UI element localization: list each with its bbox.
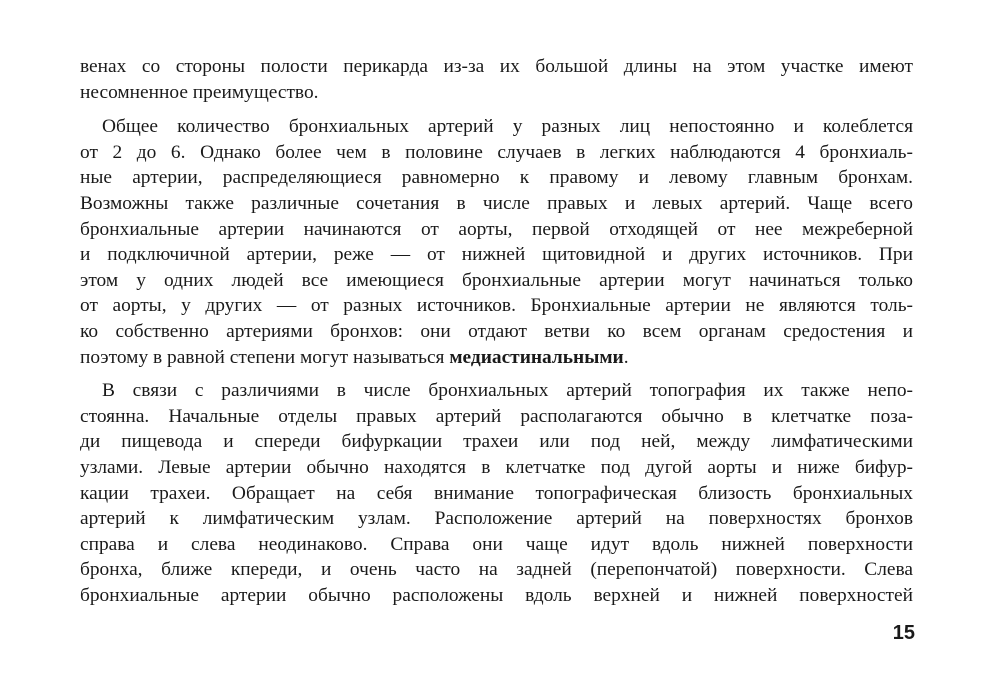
text-line: артерий к лимфатическим узлам. Расположение артерий на поверхностях бронхов	[80, 508, 913, 530]
text-line: стоянна. Начальные отделы правых артерий располагаются обычно в клетчатке поза-	[80, 405, 913, 427]
text-line: Общее количество бронхиальных артерий у разных лиц непостоянно и колеблется	[102, 116, 913, 138]
text-line: и подключичной артерии, реже — от нижней щитовидной и других источников. При	[80, 244, 913, 266]
text-line: ко собственно артериями бронхов: они отдают ветви ко всем органам средостения и	[80, 320, 913, 342]
paragraph-bronchial-arteries-count	[80, 114, 913, 370]
text-segment: поэтому в равной степени могут называться	[80, 346, 450, 368]
text-line: венах со стороны полости перикарда из-за их большой длины на этом участке имеют	[80, 56, 913, 77]
bold-term: медиастинальными	[449, 346, 624, 368]
text-line: бронхиальные артерии начинаются от аорты, первой отходящей от нее межреберной	[80, 218, 913, 240]
text-line: этом у одних людей все имеющиеся бронхиальные артерии могут начинаться только	[80, 269, 913, 291]
text-line: бронхиальные артерии обычно расположены вдоль верхней и нижней поверхностей	[80, 584, 913, 606]
text-segment: .	[623, 346, 629, 368]
page-number: 15	[892, 622, 915, 644]
text-line: несомненное преимущество.	[80, 81, 319, 103]
paragraph-topography	[80, 378, 913, 608]
text-line: Возможны также различные сочетания в числе правых и левых артерий. Чаще всего	[80, 192, 913, 214]
page-body	[80, 54, 913, 612]
text-line: ди пищевода и спереди бифуркации трахеи или под ней, между лимфатическими	[80, 431, 913, 453]
text-line: справа и слева неодинаково. Справа они чаще идут вдоль нижней поверхности	[80, 533, 913, 555]
text-line: от 2 до 6. Однако более чем в половине случаев в легких наблюдаются 4 бронхиаль-	[80, 141, 913, 163]
text-line: кации трахеи. Обращает на себя внимание топографическая близость бронхиальных	[80, 482, 913, 504]
text-line: В связи с различиями в числе бронхиальных артерий топография их также непо-	[102, 380, 913, 402]
text-line: ные артерии, распределяющиеся равномерно к правому и левому главным бронхам.	[80, 167, 913, 189]
paragraph-continuation	[80, 54, 913, 105]
text-line: от аорты, у других — от разных источников. Бронхиальные артерии не являются толь-	[80, 295, 913, 317]
text-line: бронха, ближе кпереди, и очень часто на задней (перепончатой) поверхности. Слева	[80, 559, 913, 581]
text-line	[80, 345, 913, 371]
text-line: узлами. Левые артерии обычно находятся в клетчатке под дугой аорты и ниже бифур-	[80, 456, 913, 478]
